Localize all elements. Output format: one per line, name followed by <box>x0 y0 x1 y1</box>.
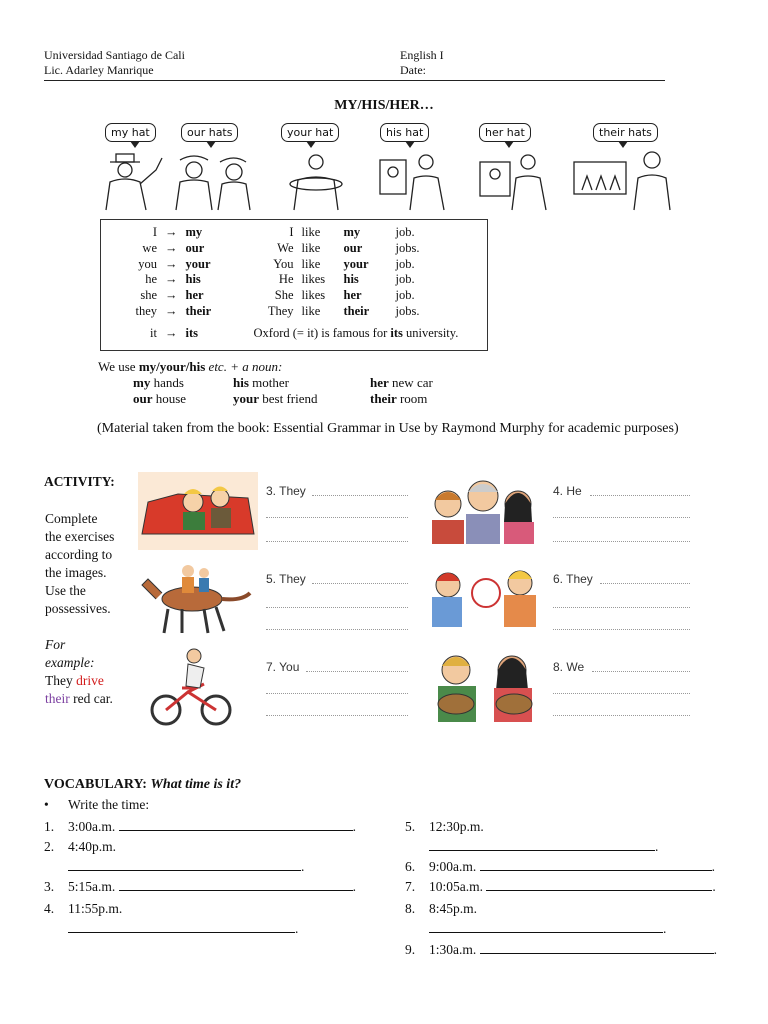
arrow: → <box>165 288 178 303</box>
bullet-icon: • <box>44 797 49 812</box>
usage-example: our house <box>133 391 187 406</box>
answer-line[interactable] <box>590 494 690 496</box>
subject-pronoun: it <box>150 326 157 340</box>
speech-bubble: my hat <box>105 123 156 142</box>
subject-pronoun: she <box>140 288 157 303</box>
exercise-prompt: 7. You <box>266 660 300 674</box>
time-item-continuation: . <box>429 920 666 938</box>
example-subject: You <box>273 256 294 271</box>
example-object: jobs. <box>395 240 420 255</box>
answer-line[interactable] <box>553 516 690 518</box>
time-item: 4. 11:55p.m. <box>44 901 123 916</box>
possessive: our <box>185 240 205 255</box>
example-object: job. <box>395 225 415 239</box>
page-title: MY/HIS/HER… <box>334 98 434 113</box>
its-row <box>115 326 462 342</box>
answer-line[interactable] <box>119 818 353 831</box>
example-possessive: their <box>343 303 370 318</box>
possessive: its <box>185 326 198 340</box>
answer-line[interactable] <box>266 628 408 630</box>
subject-pronoun: I <box>152 225 157 239</box>
example-verb: likes <box>301 288 326 303</box>
example-verb: like <box>301 256 321 271</box>
arrow: → <box>165 256 178 271</box>
children-baskets-picture <box>426 646 542 726</box>
example-verb: like <box>301 240 321 255</box>
answer-line[interactable] <box>600 582 690 584</box>
example-object: jobs. <box>395 303 420 318</box>
subject-pronoun: we <box>142 240 157 255</box>
answer-line[interactable] <box>429 838 655 851</box>
example-verb: like <box>301 303 321 318</box>
answer-line[interactable] <box>553 606 690 608</box>
example-possessive: my <box>343 225 361 239</box>
time-item: 1. 3:00a.m. . <box>44 819 356 834</box>
example-subject: They <box>267 303 294 318</box>
speech-bubble: their hats <box>593 123 658 142</box>
answer-line[interactable] <box>312 582 408 584</box>
university-name: Universidad Santiago de Cali <box>44 48 185 62</box>
course-name: English I <box>400 48 444 62</box>
answer-line[interactable] <box>306 670 408 672</box>
answer-line[interactable] <box>68 920 295 933</box>
vocabulary-title: VOCABULARY: What time is it? <box>44 777 242 792</box>
answer-line[interactable] <box>429 920 663 933</box>
bicycle-picture <box>148 648 234 726</box>
speech-bubble: your hat <box>281 123 339 142</box>
time-item: 6. 9:00a.m. . <box>405 859 715 874</box>
answer-line[interactable] <box>553 692 690 694</box>
usage-example: their room <box>370 391 428 406</box>
time-item-continuation: . <box>68 920 298 938</box>
time-item: 8. 8:45p.m. <box>405 901 478 916</box>
source-note: (Material taken from the book: Essential Grammar in Use by Raymond Murphy for academic purposes) <box>97 421 679 436</box>
arrow: → <box>165 272 178 287</box>
possessives-table <box>115 225 423 320</box>
answer-line[interactable] <box>266 540 408 542</box>
exercise-prompt: 6. They <box>553 572 593 586</box>
answer-line[interactable] <box>480 858 712 871</box>
example-object: job. <box>395 288 415 303</box>
speech-bubble: our hats <box>181 123 238 142</box>
usage-example: his mother <box>233 375 289 390</box>
example-subject: I <box>289 225 294 239</box>
example-possessive: her <box>343 288 362 303</box>
subject-pronoun: you <box>138 256 157 271</box>
answer-line[interactable] <box>266 692 408 694</box>
time-item: 5. 12:30p.m. <box>405 819 484 834</box>
exercise-prompt: 8. We <box>553 660 585 674</box>
teacher-name: Lic. Adarley Manrique <box>44 63 154 77</box>
answer-line[interactable] <box>480 941 714 954</box>
grammar-box <box>100 219 488 351</box>
answer-line[interactable] <box>266 714 408 716</box>
time-item: 7. 10:05a.m. . <box>405 879 716 894</box>
arrow: → <box>165 326 178 340</box>
activity-title: ACTIVITY: <box>44 474 115 489</box>
example-verb: like <box>301 225 321 239</box>
grammar-row <box>115 272 423 288</box>
example-object: job. <box>395 272 415 287</box>
subject-pronoun: they <box>135 303 157 318</box>
grammar-row <box>115 225 423 241</box>
example-subject: We <box>277 240 294 255</box>
answer-line[interactable] <box>119 878 353 891</box>
answer-line[interactable] <box>553 714 690 716</box>
answer-line[interactable] <box>68 858 301 871</box>
example-possessive: our <box>343 240 363 255</box>
date-label: Date: <box>400 63 426 77</box>
example-verb: likes <box>301 272 326 287</box>
possessive: your <box>185 256 211 271</box>
time-item: 2. 4:40p.m. <box>44 839 117 854</box>
exercise-prompt: 4. He <box>553 484 582 498</box>
answer-line[interactable] <box>553 628 690 630</box>
grammar-row <box>115 304 423 320</box>
activity-instructions: Complete the exercises according to the images. Use the possessives. <box>45 511 115 616</box>
answer-line[interactable] <box>266 516 408 518</box>
horse-riders-picture <box>138 563 254 637</box>
arrow: → <box>165 240 178 255</box>
its-example: Oxford (= it) is famous for its university. <box>253 326 459 340</box>
grammar-row <box>115 257 423 273</box>
car-picture <box>138 472 258 550</box>
subject-pronoun: he <box>145 272 157 287</box>
usage-example: her new car <box>370 375 433 390</box>
activity-example: For example: They drive their red car. <box>45 637 113 706</box>
grammar-row <box>115 241 423 257</box>
usage-example: my hands <box>133 375 184 390</box>
header-rule <box>44 80 665 81</box>
vocabulary-instruction: • Write the time: <box>44 797 150 812</box>
example-object: job. <box>395 256 415 271</box>
exercise-prompt: 3. They <box>266 484 306 498</box>
answer-line[interactable] <box>266 606 408 608</box>
answer-line[interactable] <box>312 494 408 496</box>
answer-line[interactable] <box>592 670 690 672</box>
answer-line[interactable] <box>486 878 712 891</box>
possessive: my <box>185 225 203 239</box>
exercise-prompt: 5. They <box>266 572 306 586</box>
arrow: → <box>165 225 178 239</box>
speech-bubble: her hat <box>479 123 531 142</box>
example-subject: She <box>274 288 294 303</box>
children-ball-picture <box>424 563 542 627</box>
example-subject: He <box>278 272 294 287</box>
grammar-row <box>115 288 423 304</box>
arrow: → <box>165 303 178 318</box>
time-item-continuation: . <box>429 838 658 856</box>
people-with-hats-drawing <box>96 150 676 212</box>
time-item: 3. 5:15a.m. . <box>44 879 356 894</box>
possessive: his <box>185 272 201 287</box>
time-item-continuation: . <box>68 858 304 876</box>
usage-intro: We use my/your/his etc. + a noun: <box>98 359 283 374</box>
example-possessive: his <box>343 272 359 287</box>
usage-example: your best friend <box>233 391 318 406</box>
family-picture <box>424 472 542 544</box>
speech-bubble: his hat <box>380 123 429 142</box>
possessive: her <box>185 288 204 303</box>
example-possessive: your <box>343 256 369 271</box>
its-row-table <box>115 326 462 342</box>
answer-line[interactable] <box>553 540 690 542</box>
possessive: their <box>185 303 212 318</box>
time-item: 9. 1:30a.m. . <box>405 942 717 957</box>
